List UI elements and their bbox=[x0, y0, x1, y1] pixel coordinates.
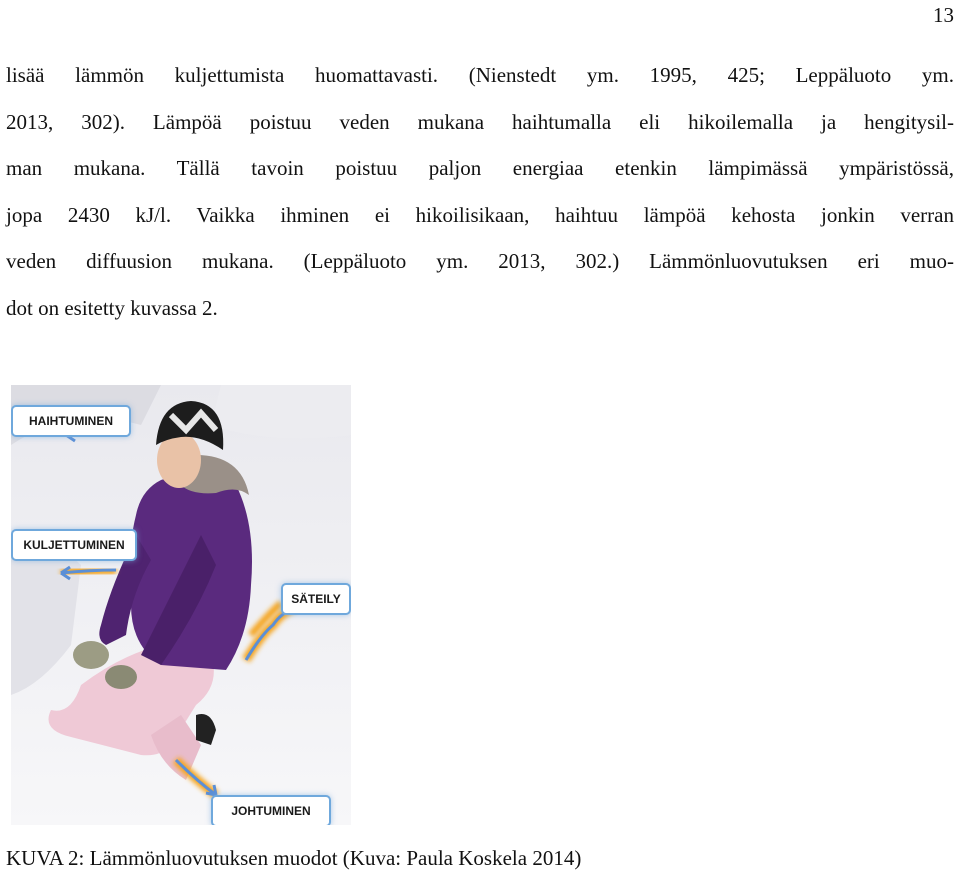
body-line: jopa 2430 kJ/l. Vaikka ihminen ei hikoilisikaan, haihtuu lämpöä kehosta jonkin verran bbox=[6, 202, 954, 227]
body-line: dot on esitetty kuvassa 2. bbox=[6, 295, 218, 320]
figure-caption: KUVA 2: Lämmönluovutuksen muodot (Kuva: Paula Koskela 2014) bbox=[6, 846, 582, 870]
heat-loss-figure bbox=[11, 385, 351, 825]
body-line: man mukana. Tällä tavoin poistuu paljon energiaa etenkin lämpimässä ympäristössä, bbox=[6, 156, 954, 180]
page-number: 13 bbox=[933, 3, 954, 27]
body-line: lisää lämmön kuljettumista huomattavasti. (Nienstedt ym. 1995, 425; Leppäluoto ym. bbox=[6, 63, 954, 87]
body-paragraph bbox=[6, 52, 954, 331]
glove bbox=[73, 641, 109, 669]
label-evaporation: HAIHTUMINEN bbox=[11, 405, 131, 437]
body-line: 2013, 302). Lämpöä poistuu veden mukana haihtumalla eli hikoilemalla ja hengitysil- bbox=[6, 109, 954, 134]
label-radiation: SÄTEILY bbox=[281, 583, 351, 615]
snow-bank bbox=[211, 385, 351, 438]
label-conduction: JOHTUMINEN bbox=[211, 795, 331, 825]
glove bbox=[105, 665, 137, 689]
label-convection: KULJETTUMINEN bbox=[11, 529, 137, 561]
body-line: veden diffuusion mukana. (Leppäluoto ym. 2013, 302.) Lämmönluovutuksen eri muo- bbox=[6, 249, 954, 273]
